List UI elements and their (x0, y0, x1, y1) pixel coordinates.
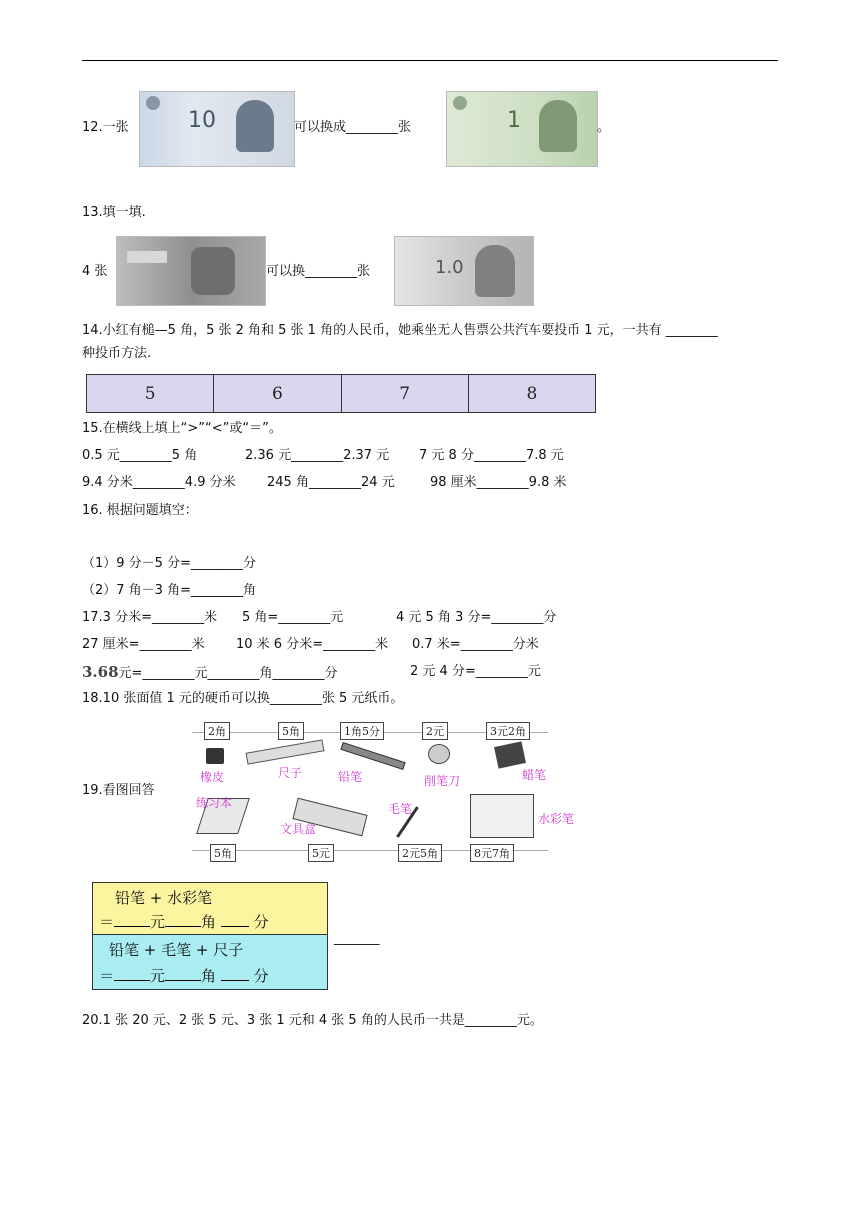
answer-blank[interactable] (165, 966, 201, 981)
price-tag: 8元7角 (470, 844, 514, 862)
stationery-price-figure (192, 718, 575, 864)
price-tag: 1角5分 (340, 722, 384, 740)
q16-title: 16. 根据问题填空： (82, 503, 198, 518)
banknote-1-yuan-image (446, 91, 598, 167)
sharpener-icon (428, 744, 450, 764)
q15-item: 245 角________24 元 (267, 475, 395, 490)
q15-item: 0.5 元________5 角 (82, 448, 198, 463)
q17-item: 27 厘米=________米 (82, 637, 205, 652)
banknote-10-value: 10 (188, 108, 216, 133)
answer-blank[interactable] (165, 912, 201, 927)
box1-answer-row (99, 911, 269, 932)
box2-answer-row (99, 965, 269, 986)
price-tag: 2元 (422, 722, 448, 740)
equals-sign: ＝ (99, 913, 115, 931)
q14-option[interactable]: 5 (87, 375, 214, 412)
price-tag: 2角 (204, 722, 230, 740)
q17-item: 10 米 6 分米=________米 (236, 637, 389, 652)
q15-item: 98 厘米________9.8 米 (430, 475, 567, 490)
unit-fen: 分 (253, 913, 269, 931)
q17-item: 0.7 米=________分米 (412, 637, 539, 652)
price-tag: 5元 (308, 844, 334, 862)
q15-item: 2.36 元________2.37 元 (245, 448, 390, 463)
q17-item: 元=________元________角________分 (118, 666, 338, 681)
item-name: 削笔刀 (424, 774, 461, 788)
header-rule (82, 60, 778, 61)
price-tag: 5角 (278, 722, 304, 740)
q17-item: 2 元 4 分=________元 (410, 664, 541, 679)
q15-item: 7 元 8 分________7.8 元 (419, 448, 564, 463)
emblem-icon (453, 96, 467, 110)
q19-label: 19.看图回答 (82, 783, 155, 798)
answer-blank[interactable] (221, 912, 249, 927)
q19-box-2 (92, 934, 328, 990)
q17-number: 3.68 (82, 663, 119, 681)
q15-item: 9.4 分米________4.9 分米 (82, 475, 236, 490)
q19-answer-line: _______ (334, 931, 380, 946)
pencil-icon (340, 742, 405, 770)
unit-jiao: 角 (201, 913, 217, 931)
eraser-icon (206, 748, 224, 764)
equals-sign: ＝ (99, 967, 115, 985)
item-name: 蜡笔 (522, 768, 547, 782)
q20-text: 20.1 张 20 元、2 张 5 元、3 张 1 元和 4 张 5 角的人民币一共是________元。 (82, 1013, 543, 1028)
banknote-gray-value: 1.0 (435, 257, 464, 278)
answer-blank[interactable] (221, 966, 249, 981)
q12-middle: 可以换成________张 (294, 120, 412, 135)
unit-fen: 分 (253, 967, 269, 985)
price-tag: 2元5角 (398, 844, 442, 862)
q12-prefix: 12.一张 (82, 120, 129, 135)
q17-item: 17.3 分米=________米 (82, 610, 217, 625)
answer-blank[interactable] (114, 912, 150, 927)
q14-option[interactable]: 6 (214, 375, 341, 412)
unit-yuan: 元 (150, 913, 166, 931)
price-tag: 5角 (210, 844, 236, 862)
price-tag: 3元2角 (486, 722, 530, 740)
item-name: 尺子 (278, 766, 303, 780)
q14-line1: 14.小红有槌—5 角，5 张 2 角和 5 张 1 角的人民币，她乘坐无人售票公共汽车要投币 1 元，一共有 ________ (82, 323, 718, 338)
item-name: 练习本 (196, 796, 233, 810)
q14-option[interactable]: 8 (526, 383, 538, 404)
q17-item: 5 角=________元 (242, 610, 344, 625)
item-name: 毛笔 (388, 802, 413, 816)
banknote-10-yuan-image (139, 91, 295, 167)
unit-yuan: 元 (150, 967, 166, 985)
box2-expression: 铅笔 + 毛笔 + 尺子 (109, 941, 244, 959)
q16-part2: （2）7 角－3 角=________角 (82, 583, 256, 598)
q13-middle: 可以换________张 (266, 264, 371, 279)
q19-box-1 (92, 882, 328, 936)
q12-suffix: 。 (597, 120, 611, 135)
q14-line2: 种投币方法. (82, 346, 152, 361)
q18-text: 18.10 张面值 1 元的硬币可以换________张 5 元纸币。 (82, 691, 404, 706)
answer-blank[interactable] (114, 966, 150, 981)
emblem-icon (146, 96, 160, 110)
unit-jiao: 角 (201, 967, 217, 985)
banknote-1-value: 1 (507, 108, 521, 133)
q15-title: 15.在横线上填上“>”“<”或“＝”。 (82, 421, 282, 436)
banknote-1-yuan-gray-image (394, 236, 534, 306)
item-name: 橡皮 (200, 770, 225, 784)
box1-expression: 铅笔 + 水彩笔 (115, 889, 213, 907)
item-name: 水彩笔 (538, 812, 575, 826)
q14-option[interactable]: 7 (342, 375, 469, 412)
watercolor-pens-icon (470, 794, 534, 838)
q17-row3 (82, 663, 337, 683)
q13-prefix: 4 张 (82, 264, 108, 279)
q17-item: 4 元 5 角 3 分=________分 (396, 610, 557, 625)
q16-part1: （1）9 分－5 分=________分 (82, 556, 256, 571)
item-name: 文具盒 (280, 822, 317, 836)
ruler-icon (246, 739, 325, 764)
crayon-box-icon (494, 741, 526, 768)
item-name: 铅笔 (338, 770, 363, 784)
banknote-5-yuan-image (116, 236, 266, 306)
q13-title: 13.填一填. (82, 205, 146, 220)
q14-options-strip (86, 374, 596, 413)
